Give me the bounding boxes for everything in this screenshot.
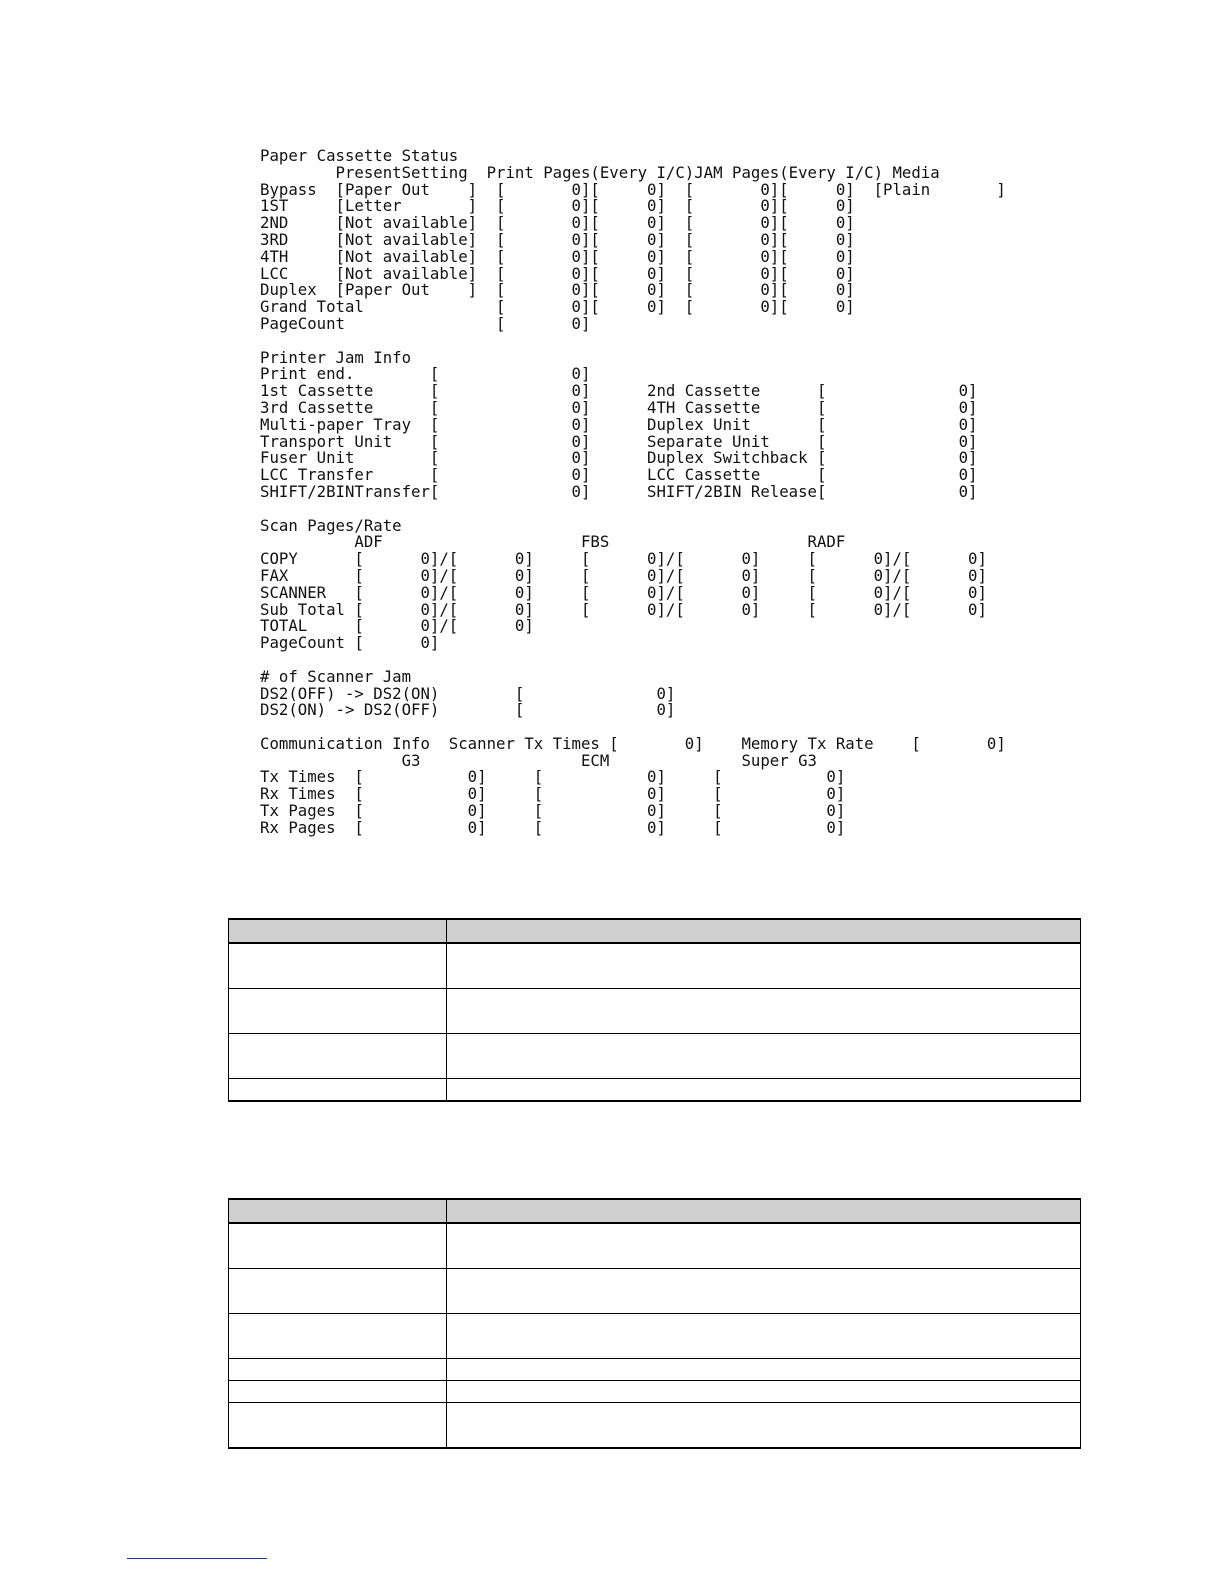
report-line: 4TH [Not available] [ 0][ 0] [ 0][ 0] [260,246,855,266]
report-line: COPY [ 0]/[ 0] [ 0]/[ 0] [ 0]/[ 0] [260,549,987,569]
table-header-row [229,919,1081,943]
table-header-cell [447,1199,1081,1223]
status-report-printout [260,148,1006,837]
report-line: DS2(OFF) -> DS2(ON) [ 0] [260,683,676,703]
report-line: Printer Jam Info [260,347,412,367]
report-line: Bypass [Paper Out ] [ 0][ 0] [ 0][ 0] [Plain ] [260,179,1006,199]
table-cell [447,1403,1081,1449]
description-table-1 [228,918,1081,1102]
table-cell [229,1359,447,1381]
report-line: Tx Times [ 0] [ 0] [ 0] [260,767,846,787]
report-line: Rx Times [ 0] [ 0] [ 0] [260,784,846,804]
report-line: Duplex [Paper Out ] [ 0][ 0] [ 0][ 0] [260,280,855,300]
table-cell [447,1269,1081,1314]
table-cell [229,1381,447,1403]
table-cell [229,1034,447,1079]
table-cell [447,989,1081,1034]
report-line: FAX [ 0]/[ 0] [ 0]/[ 0] [ 0]/[ 0] [260,565,987,585]
report-line: Fuser Unit [ 0] Duplex Switchback [ 0] [260,448,978,468]
table-header-row [229,1199,1081,1223]
table-cell [447,943,1081,989]
table-cell [229,989,447,1034]
report-line: SCANNER [ 0]/[ 0] [ 0]/[ 0] [ 0]/[ 0] [260,582,987,602]
table-cell [447,1359,1081,1381]
table-cell [447,1034,1081,1079]
report-spacer [260,501,1006,518]
report-line: Scan Pages/Rate [260,515,402,535]
report-line: TOTAL [ 0]/[ 0] [260,616,534,636]
table-cell [447,1079,1081,1102]
footer-rule [127,1558,267,1559]
table-row [229,1381,1081,1403]
description-table-2 [228,1198,1081,1449]
report-line: LCC [Not available] [ 0][ 0] [ 0][ 0] [260,263,855,283]
report-line: Print end. [ 0] [260,364,591,384]
table-header-cell [447,919,1081,943]
report-line: Rx Pages [ 0] [ 0] [ 0] [260,817,846,837]
report-line: ADF FBS RADF [260,532,846,552]
report-line: Transport Unit [ 0] Separate Unit [ 0] [260,431,978,451]
table-row [229,989,1081,1034]
report-line: Tx Pages [ 0] [ 0] [ 0] [260,801,846,821]
report-line: LCC Transfer [ 0] LCC Cassette [ 0] [260,465,978,485]
report-line: 2ND [Not available] [ 0][ 0] [ 0][ 0] [260,213,855,233]
table-row [229,1359,1081,1381]
table-cell [447,1381,1081,1403]
table-cell [229,1223,447,1269]
table-row [229,1269,1081,1314]
table-row [229,1314,1081,1359]
table-header-cell [229,1199,447,1223]
table-row [229,1034,1081,1079]
table-cell [447,1314,1081,1359]
report-line: Multi-paper Tray [ 0] Duplex Unit [ 0] [260,414,978,434]
report-line: Sub Total [ 0]/[ 0] [ 0]/[ 0] [ 0]/[ 0] [260,599,987,619]
report-line: 1ST [Letter ] [ 0][ 0] [ 0][ 0] [260,196,855,216]
report-line: DS2(ON) -> DS2(OFF) [ 0] [260,700,676,720]
table-row [229,1403,1081,1449]
report-line: PageCount [ 0] [260,313,591,333]
report-line: Communication Info Scanner Tx Times [ 0] Memory Tx Rate [ 0] [260,733,1006,753]
report-line: PageCount [ 0] [260,633,440,653]
table-row [229,1223,1081,1269]
table-header-cell [229,919,447,943]
report-line: Paper Cassette Status [260,146,459,165]
report-line: 3rd Cassette [ 0] 4TH Cassette [ 0] [260,397,978,417]
table-cell [229,1269,447,1314]
table-cell [229,1403,447,1449]
report-line: SHIFT/2BINTransfer[ 0] SHIFT/2BIN Release[ 0] [260,481,978,501]
table-row [229,1079,1081,1102]
report-line: # of Scanner Jam [260,666,412,686]
table-row [229,943,1081,989]
report-line: G3 ECM Super G3 [260,750,817,770]
report-line: Grand Total [ 0][ 0] [ 0][ 0] [260,297,855,317]
report-line: 1st Cassette [ 0] 2nd Cassette [ 0] [260,381,978,401]
table-cell [229,1079,447,1102]
report-line: PresentSetting Print Pages(Every I/C)JAM Pages(Every I/C) Media [260,162,940,182]
table-cell [447,1223,1081,1269]
table-cell [229,1314,447,1359]
table-cell [229,943,447,989]
report-line: 3RD [Not available] [ 0][ 0] [ 0][ 0] [260,229,855,249]
